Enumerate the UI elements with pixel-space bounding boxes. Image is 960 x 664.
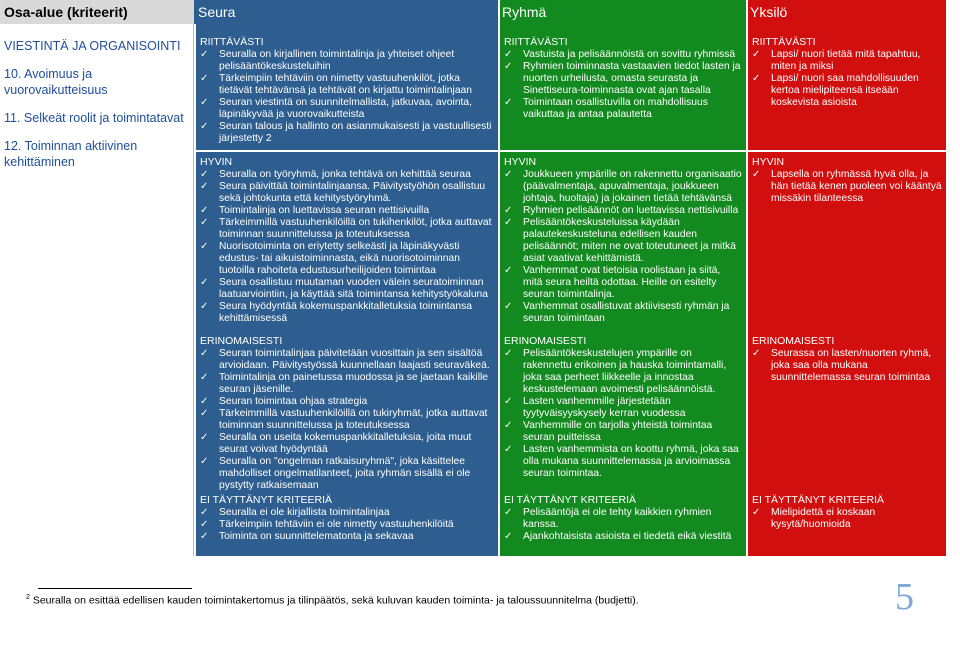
criteria-item: [752, 348, 942, 384]
criteria-text: Tärkeimpiin tehtäviin ei ole nimetty vastuuhenkilöitä: [219, 519, 454, 530]
criteria-item: [504, 396, 742, 420]
checkmark-icon: ✓: [200, 348, 209, 359]
criteria-text: Seuran toimintalinjaa päivitetään vuosittain ja sen sisältöä arvioidaan. Päivitystyössä kuunnellaan laajasti seuraväkeä.: [219, 348, 490, 371]
checkmark-icon: ✓: [752, 49, 761, 60]
individual-ei-section: [746, 492, 946, 531]
criteria-list: [200, 49, 494, 145]
individual-erinomainen-section: [746, 333, 946, 384]
criteria-item: [200, 49, 494, 73]
checkmark-icon: ✓: [200, 169, 209, 180]
level-title: HYVIN: [752, 156, 785, 168]
criteria-item: [200, 241, 494, 277]
column-divider: [194, 24, 196, 556]
criteria-text: Seuralla on työryhmä, jonka tehtävä on kehittää seuraa: [219, 169, 471, 180]
criteria-text: Lasten vanhemmille järjestetään tyytyväisyyskysely kerran vuodessa: [523, 396, 686, 419]
checkmark-icon: ✓: [504, 205, 513, 216]
criteria-item: [200, 181, 494, 205]
criteria-text: Ryhmien pelisäännöt on luettavissa nettisivuilla: [523, 205, 739, 216]
criteria-item: [200, 396, 494, 408]
checkmark-icon: ✓: [504, 420, 513, 431]
criteria-item: [200, 519, 494, 531]
criteria-item: [200, 205, 494, 217]
page-number: 5: [895, 576, 914, 618]
checkmark-icon: ✓: [200, 181, 209, 192]
criteria-text: Seura päivittää toimintalinjaansa. Päivitystyöhön osallistuu sekä johtokunta että kehitystyöryhmä.: [219, 181, 486, 204]
criteria-text: Vanhemmat ovat tietoisia roolistaan ja siitä, mitä seura heiltä odottaa. Heille on esitelty seuran toimintalinja.: [523, 265, 721, 300]
criteria-text: Tärkeimpiin tehtäviin on nimetty vastuuhenkilöt, jotka tietävät tehtävänsä ja tehtävät on kirjattu toimintalinjaan: [219, 73, 472, 96]
column-divider: [746, 0, 748, 556]
group-erinomainen-section: [498, 333, 746, 480]
level-title: ERINOMAISESTI: [752, 335, 835, 347]
criteria-text: Toimintaan osallistuvilla on mahdollisuus vaikuttaa ja antaa palautetta: [523, 97, 708, 120]
checkmark-icon: ✓: [200, 396, 209, 407]
checkmark-icon: ✓: [504, 301, 513, 312]
criteria-item: [200, 277, 494, 301]
checkmark-icon: ✓: [504, 169, 513, 180]
club-riittava-section: [194, 34, 498, 145]
criteria-item: [200, 169, 494, 181]
checkmark-icon: ✓: [200, 121, 209, 132]
criteria-text: Seuralla on kirjallinen toimintalinja ja yhteiset ohjeet pelisääntökeskusteluihin: [219, 49, 455, 72]
checkmark-icon: ✓: [200, 519, 209, 530]
level-title: HYVIN: [504, 156, 537, 168]
criteria-text: Joukkueen ympärille on rakennettu organisaatio (päävalmentaja, apuvalmentaja, joukkueen johtaja, huoltaja) ja jokainen tietää tehtävänsä: [523, 169, 742, 204]
checkmark-icon: ✓: [200, 531, 209, 542]
topic-item: 12. Toiminnan aktiivinen kehittäminen: [4, 139, 138, 169]
criteria-item: [200, 217, 494, 241]
criteria-text: Seura hyödyntää kokemuspankkitalletuksia toimintansa kehittämisessä: [219, 301, 472, 324]
header-individual: Yksilö: [746, 0, 946, 24]
checkmark-icon: ✓: [504, 396, 513, 407]
criteria-item: [504, 531, 742, 543]
criteria-text: Ajankohtaisista asioista ei tiedetä eikä viestitä: [523, 531, 732, 542]
criteria-list: [200, 507, 494, 543]
checkmark-icon: ✓: [504, 507, 513, 518]
criteria-item: [200, 507, 494, 519]
level-title: RIITTÄVÄSTI: [504, 36, 568, 48]
footnote-rule: [38, 588, 192, 589]
checkmark-icon: ✓: [504, 49, 513, 60]
level-title: ERINOMAISESTI: [200, 335, 283, 347]
checkmark-icon: ✓: [752, 507, 761, 518]
checkmark-icon: ✓: [200, 205, 209, 216]
checkmark-icon: ✓: [504, 61, 513, 72]
criteria-list: [752, 507, 942, 531]
club-ei-section: [194, 492, 498, 543]
checkmark-icon: ✓: [504, 265, 513, 276]
criteria-item: [504, 301, 742, 325]
criteria-item: [504, 217, 742, 265]
checkmark-icon: ✓: [200, 301, 209, 312]
checkmark-icon: ✓: [504, 531, 513, 542]
criteria-item: [200, 408, 494, 432]
criteria-text: Nuorisotoiminta on eriytetty selkeästi ja läpinäkyvästi edustus- tai aikuistoiminnasta, eikä nuorisotoiminnan tuotoilla rahoiteta edustusurheilijoiden toimintaa: [219, 241, 460, 276]
criteria-text: Toiminta on suunnittelematonta ja sekavaa: [219, 531, 414, 542]
group-hyvin-section: [498, 154, 746, 325]
criteria-item: [504, 507, 742, 531]
footnote: [26, 594, 639, 607]
topic-item: 11. Selkeät roolit ja toimintatavat: [4, 111, 184, 125]
criteria-text: Pelisääntökeskusteluissa käydään palautekeskusteluna edellisen kauden pelisäännöt; miten ne ovat toteutuneet ja mitkä asiat vaativat kehittämistä.: [523, 217, 736, 264]
criteria-item: [200, 348, 494, 372]
criteria-text: Vanhemmat osallistuvat aktiivisesti ryhmän ja seuran toimintaan: [523, 301, 730, 324]
checkmark-icon: ✓: [200, 217, 209, 228]
checkmark-icon: ✓: [200, 372, 209, 383]
criteria-item: [504, 444, 742, 480]
criteria-text: Seuran viestintä on suunnitelmallista, jatkuvaa, avointa, läpinäkyvää ja vuorovaikutteista: [219, 97, 472, 120]
checkmark-icon: ✓: [200, 241, 209, 252]
club-erinomainen-section: [194, 333, 498, 492]
checkmark-icon: ✓: [752, 73, 761, 84]
criteria-text: Lasten vanhemmista on koottu ryhmä, joka saa olla mukana suunnittelemassa ja arvioimassa seuran toimintaa.: [523, 444, 739, 479]
criteria-item: [504, 169, 742, 205]
header-club: Seura: [194, 0, 498, 24]
checkmark-icon: ✓: [200, 49, 209, 60]
criteria-text: Seuran toimintaa ohjaa strategia: [219, 396, 368, 407]
criteria-list: [504, 169, 742, 325]
checkmark-icon: ✓: [504, 444, 513, 455]
criteria-list: [752, 348, 942, 384]
criteria-text: Seuralla on "ongelman ratkaisuryhmä", joka käsittelee mahdolliset ongelmatilanteet, joita ryhmän sisällä ei ole pystytty ratkaisemaan: [219, 456, 471, 491]
criteria-item: [504, 61, 742, 97]
column-divider: [498, 0, 500, 556]
criteria-item: [504, 265, 742, 301]
group-riittava-section: [498, 34, 746, 121]
checkmark-icon: ✓: [504, 217, 513, 228]
footnote-text: Seuralla on esittää edellisen kauden toimintakertomus ja tilinpäätös, sekä kuluvan kauden toiminta- ja taloussuunnitelma (budjetti).: [32, 594, 639, 607]
criteria-text: Ryhmien toiminnasta vastaavien tiedot lasten ja nuorten urheilusta, omasta seurasta ja Sinettiseura-toiminnasta ovat ajan tasalla: [523, 61, 741, 96]
criteria-item: [504, 49, 742, 61]
individual-hyvin-section: [746, 154, 946, 205]
level-title: ERINOMAISESTI: [504, 335, 587, 347]
criteria-item: [200, 432, 494, 456]
topic-item: 10. Avoimuus ja vuorovaikutteisuus: [4, 67, 108, 97]
criteria-text: Vanhemmille on tarjolla yhteistä toimintaa seuran puitteissa: [523, 420, 713, 443]
criteria-item: [200, 121, 494, 145]
criteria-text: Toimintalinja on painetussa muodossa ja se jaetaan kaikille seuran jäsenille.: [219, 372, 489, 395]
criteria-item: [504, 205, 742, 217]
criteria-text: Lapsella on ryhmässä hyvä olla, ja hän tietää kenen puoleen voi kääntyä missäkin tilanteessa: [771, 169, 942, 204]
criteria-text: Mielipidettä ei koskaan kysytä/huomioida: [771, 507, 876, 530]
criteria-item: [504, 97, 742, 121]
checkmark-icon: ✓: [200, 507, 209, 518]
level-title: HYVIN: [200, 156, 233, 168]
criteria-text: Toimintalinja on luettavissa seuran nettisivuilla: [219, 205, 430, 216]
criteria-list: [752, 49, 942, 109]
checkmark-icon: ✓: [200, 73, 209, 84]
level-title: EI TÄYTTÄNYT KRITEERIÄ: [504, 494, 637, 506]
checkmark-icon: ✓: [200, 277, 209, 288]
checkmark-icon: ✓: [200, 97, 209, 108]
checkmark-icon: ✓: [504, 348, 513, 359]
criteria-text: Lapsi/ nuori saa mahdollisuuden kertoa mielipiteensä itseään koskevista asioista: [771, 73, 919, 108]
checkmark-icon: ✓: [200, 432, 209, 443]
criteria-text: Seura osallistuu muutaman vuoden välein seuratoiminnan laatuarviointiin, ja käyttää sitä toimintansa kehitystyökaluna: [219, 277, 489, 300]
club-hyvin-section: [194, 154, 498, 325]
row-divider: [194, 150, 946, 152]
criteria-item: [200, 301, 494, 325]
criteria-item: [752, 507, 942, 531]
criteria-list: [200, 348, 494, 492]
checkmark-icon: ✓: [752, 169, 761, 180]
criteria-text: Seurassa on lasten/nuorten ryhmä, joka saa olla mukana suunnittelemassa seuran toimintaa: [771, 348, 932, 383]
criteria-item: [504, 420, 742, 444]
topic-heading: VIESTINTÄ JA ORGANISOINTI: [4, 39, 181, 53]
criteria-text: Tärkeimmillä vastuuhenkilöillä on tukiryhmät, jotka auttavat toiminnan suunnittelussa ja toteutuksessa: [219, 408, 488, 431]
criteria-item: [752, 73, 942, 109]
criteria-text: Vastuista ja pelisäännöistä on sovittu ryhmissä: [523, 49, 736, 60]
topics-column: [0, 24, 194, 556]
level-title: EI TÄYTTÄNYT KRITEERIÄ: [200, 494, 333, 506]
criteria-list: [504, 348, 742, 480]
checkmark-icon: ✓: [504, 97, 513, 108]
criteria-text: Lapsi/ nuori tietää mitä tapahtuu, miten ja miksi: [771, 49, 921, 72]
individual-riittava-section: [746, 34, 946, 109]
checkmark-icon: ✓: [752, 348, 761, 359]
criteria-item: [200, 97, 494, 121]
checkmark-icon: ✓: [200, 408, 209, 419]
criteria-list: [504, 507, 742, 543]
criteria-item: [200, 73, 494, 97]
criteria-text: Seuralla on useita kokemuspankkitalletuksia, joita muut seurat voivat hyödyntää: [219, 432, 472, 455]
criteria-text: Tärkeimmillä vastuuhenkilöillä on tukihenkilöt, jotka auttavat toiminnan suunnittelussa ja toteutuksessa: [219, 217, 492, 240]
criteria-text: Pelisääntökeskustelujen ympärille on rakennettu erikoinen ja hauska toimintamalli, joka saa perheet liikkeelle ja innostaa keskustelemaan avoimesti pelisäännöistä.: [523, 348, 727, 395]
criteria-list: [752, 169, 942, 205]
level-title: RIITTÄVÄSTI: [200, 36, 264, 48]
criteria-list: [200, 169, 494, 325]
header-group: Ryhmä: [498, 0, 746, 24]
criteria-text: Seuran talous ja hallinto on asianmukaisesti ja vastuullisesti järjestetty 2: [219, 121, 492, 144]
criteria-text: Pelisääntöjä ei ole tehty kaikkien ryhmien kanssa.: [523, 507, 712, 530]
checkmark-icon: ✓: [200, 456, 209, 467]
criteria-item: [200, 456, 494, 492]
criteria-item: [200, 531, 494, 543]
footnote-mark: 2: [26, 594, 30, 601]
criteria-item: [752, 169, 942, 205]
criteria-list: [504, 49, 742, 121]
header-area: Osa-alue (kriteerit): [0, 0, 194, 24]
level-title: EI TÄYTTÄNYT KRITEERIÄ: [752, 494, 885, 506]
criteria-text: Seuralla ei ole kirjallista toimintalinjaa: [219, 507, 390, 518]
criteria-item: [752, 49, 942, 73]
criteria-item: [504, 348, 742, 396]
group-ei-section: [498, 492, 746, 543]
criteria-item: [200, 372, 494, 396]
level-title: RIITTÄVÄSTI: [752, 36, 816, 48]
